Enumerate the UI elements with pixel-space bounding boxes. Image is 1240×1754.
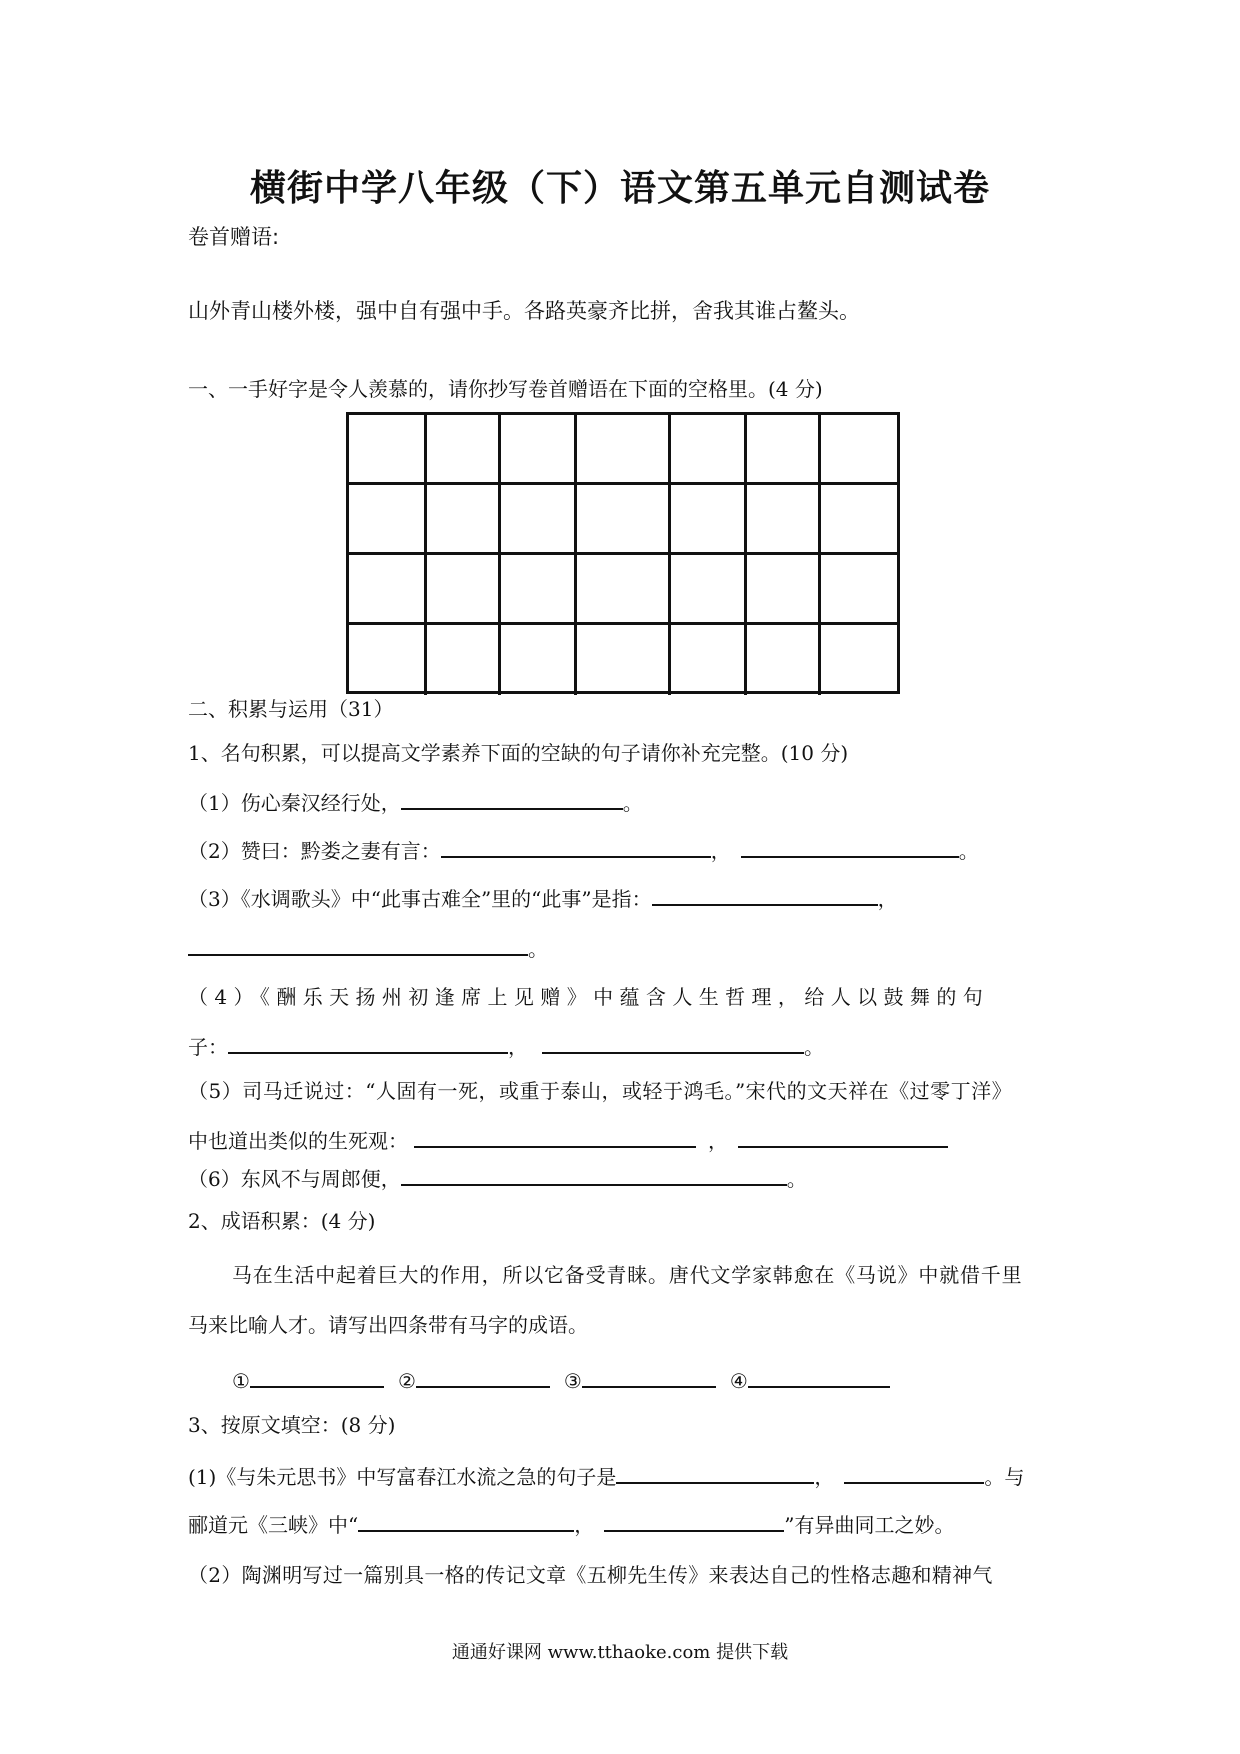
answer-blank[interactable]: [188, 932, 528, 956]
grid-cell[interactable]: [671, 415, 747, 485]
q3-item1-line2-end: ”有异曲同工之妙。: [784, 1513, 955, 1537]
grid-cell[interactable]: [747, 555, 821, 625]
q1-item5-line1: （5）司马迁说过：“人固有一死，或重于泰山，或轻于鸿毛。”宋代的文天祥在《过零丁洋》: [188, 1079, 1013, 1103]
punct: 。与: [984, 1465, 1025, 1489]
punct: ，: [814, 1465, 835, 1489]
grid-cell[interactable]: [427, 485, 501, 555]
punct: ，: [508, 1035, 528, 1059]
preface-label: 卷首赠语:: [188, 225, 280, 249]
answer-blank[interactable]: [582, 1364, 716, 1388]
grid-cell[interactable]: [501, 485, 577, 555]
q2-para-line1: 马在生活中起着巨大的作用，所以它备受青睐。唐代文学家韩愈在《马说》中就借千里: [232, 1263, 1023, 1287]
q2-heading: 2、成语积累：(4 分): [188, 1209, 376, 1233]
answer-blank[interactable]: [741, 834, 959, 858]
q1-item3: [188, 882, 898, 914]
punct: ，: [877, 887, 898, 911]
answer-blank[interactable]: [844, 1460, 984, 1484]
grid-cell[interactable]: [747, 485, 821, 555]
q1-item5-prefix: 中也道出类似的生死观：: [188, 1129, 408, 1153]
circle-2: ②: [397, 1369, 416, 1393]
grid-cell[interactable]: [501, 555, 577, 625]
q2-idiom-blanks: [232, 1364, 890, 1396]
answer-blank[interactable]: [414, 1124, 696, 1148]
answer-blank[interactable]: [441, 834, 711, 858]
q1-item3-cont: [188, 932, 548, 964]
answer-blank[interactable]: [542, 1030, 804, 1054]
q3-item2: （2）陶渊明写过一篇别具一格的传记文章《五柳先生传》来表达自己的性格志趣和精神气: [188, 1563, 993, 1587]
answer-blank[interactable]: [401, 786, 623, 810]
grid-cell[interactable]: [349, 555, 427, 625]
grid-cell[interactable]: [427, 625, 501, 695]
punct: 。: [786, 1167, 807, 1191]
q1-item4-prefix: 子：: [188, 1035, 228, 1059]
q3-item1-line2: [188, 1508, 954, 1540]
q1-item6-text: （6）东风不与周郎便，: [188, 1167, 401, 1191]
punct: ，: [574, 1513, 595, 1537]
section1-heading: 一、一手好字是令人羡慕的，请你抄写卷首赠语在下面的空格里。(4 分): [188, 377, 823, 401]
punct: 。: [622, 791, 643, 815]
q1-item1: [188, 786, 643, 818]
answer-blank[interactable]: [401, 1162, 787, 1186]
grid-cell[interactable]: [427, 415, 501, 485]
grid-cell[interactable]: [349, 625, 427, 695]
preface-verse: 山外青山楼外楼，强中自有强中手。各路英豪齐比拼，舍我其谁占鳌头。: [188, 299, 860, 323]
answer-blank[interactable]: [358, 1508, 574, 1532]
grid-cell[interactable]: [577, 625, 671, 695]
grid-cell[interactable]: [349, 485, 427, 555]
copy-grid: [346, 412, 900, 694]
answer-blank[interactable]: [616, 1460, 814, 1484]
q3-item1-line1: [188, 1460, 1024, 1492]
answer-blank[interactable]: [416, 1364, 550, 1388]
grid-cell[interactable]: [349, 415, 427, 485]
punct: ，: [708, 1129, 728, 1153]
q1-item6: [188, 1162, 807, 1194]
circle-1: ①: [232, 1369, 250, 1393]
page-footer: 通通好课网 www.tthaoke.com 提供下载: [451, 1642, 789, 1663]
q1-item5-line2: [188, 1124, 948, 1156]
grid-cell[interactable]: [821, 625, 897, 695]
circle-4: ④: [729, 1369, 748, 1393]
grid-cell[interactable]: [747, 415, 821, 485]
answer-blank[interactable]: [250, 1364, 384, 1388]
q1-item1-text: （1）伤心秦汉经行处，: [188, 791, 401, 815]
grid-cell[interactable]: [427, 555, 501, 625]
exam-title: 横街中学八年级（下）语文第五单元自测试卷: [249, 168, 990, 209]
q3-item1-prefix: (1)《与朱元思书》中写富春江水流之急的句子是: [188, 1465, 617, 1489]
grid-cell[interactable]: [821, 485, 897, 555]
grid-cell[interactable]: [501, 625, 577, 695]
q1-item4-line1: （4）《酬乐天扬州初逢席上见赠》中蕴含人生哲理，给人以鼓舞的句: [188, 985, 990, 1009]
q3-heading: 3、按原文填空：(8 分): [188, 1413, 396, 1437]
grid-cell[interactable]: [821, 555, 897, 625]
q1-item4-line2: [188, 1030, 824, 1062]
grid-cell[interactable]: [577, 485, 671, 555]
grid-cell[interactable]: [821, 415, 897, 485]
grid-cell[interactable]: [577, 555, 671, 625]
answer-blank[interactable]: [228, 1030, 508, 1054]
grid-cell[interactable]: [671, 625, 747, 695]
q1-item2: [188, 834, 979, 866]
punct: 。: [958, 839, 979, 863]
grid-cell[interactable]: [501, 415, 577, 485]
punct: ，: [710, 839, 731, 863]
grid-cell[interactable]: [577, 415, 671, 485]
grid-cell[interactable]: [671, 555, 747, 625]
punct: 。: [528, 937, 548, 961]
grid-cell[interactable]: [671, 485, 747, 555]
q3-item1-line2-prefix: 郦道元《三峡》中“: [188, 1513, 359, 1537]
q1-heading: 1、名句积累，可以提高文学素养下面的空缺的句子请你补充完整。(10 分): [188, 741, 849, 765]
circle-3: ③: [563, 1369, 582, 1393]
answer-blank[interactable]: [652, 882, 878, 906]
grid-cell[interactable]: [747, 625, 821, 695]
answer-blank[interactable]: [738, 1124, 948, 1148]
answer-blank[interactable]: [748, 1364, 890, 1388]
q2-para-line2: 马来比喻人才。请写出四条带有马字的成语。: [188, 1313, 588, 1337]
q1-item2-text: （2）赞曰：黔娄之妻有言：: [188, 839, 441, 863]
punct: 。: [804, 1035, 824, 1059]
answer-blank[interactable]: [604, 1508, 784, 1532]
q1-item3-text: （3）《水调歌头》中“此事古难全”里的“此事”是指：: [188, 887, 652, 911]
section2-heading: 二、积累与运用（31）: [188, 697, 394, 721]
